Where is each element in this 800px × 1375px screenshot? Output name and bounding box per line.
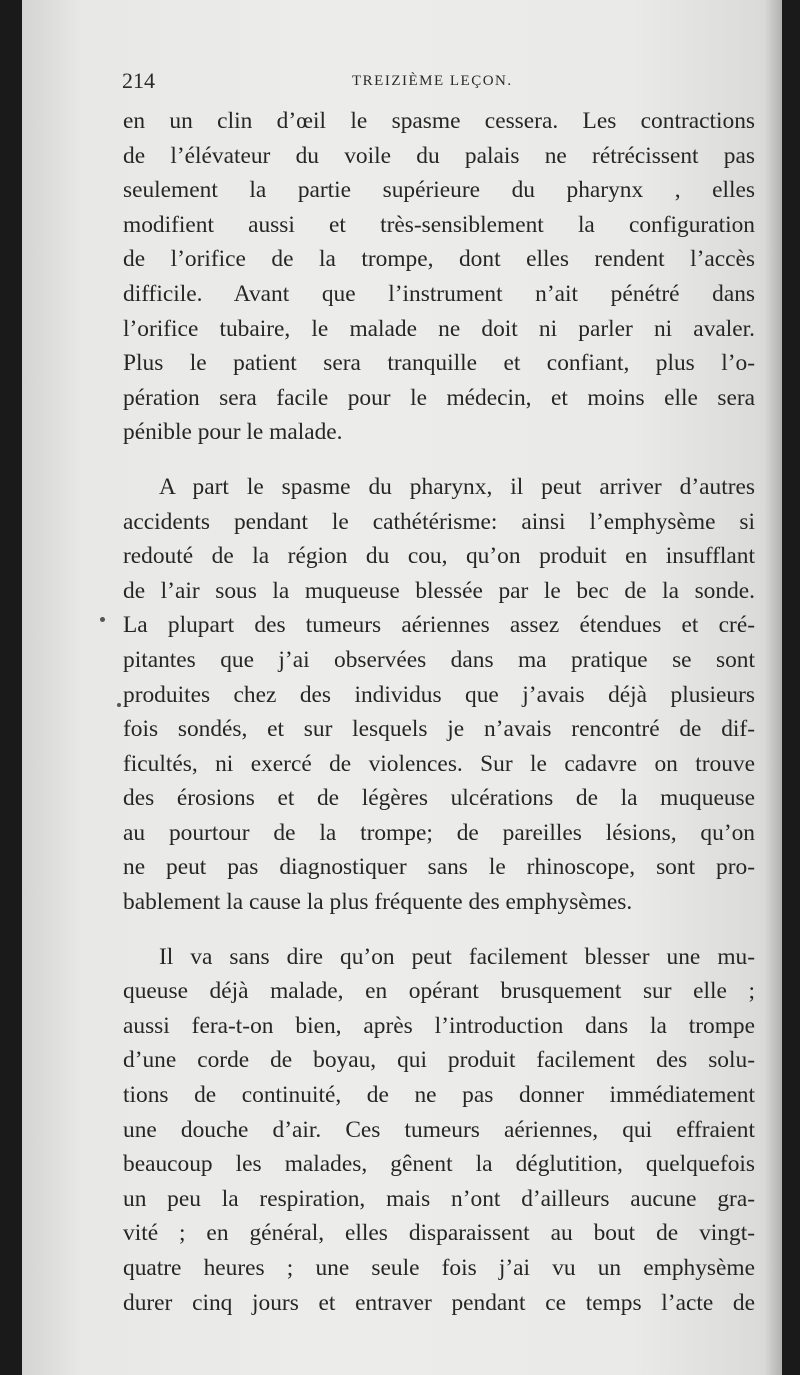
text-line: des érosions et de légères ulcérations de la muqueuse <box>123 785 755 812</box>
text-line: aussi fera-t-on bien, après l’introduction dans la trompe <box>123 1012 755 1039</box>
text-line: un peu la respiration, mais n’ont d’ailleurs aucune gra- <box>123 1185 755 1212</box>
text-line: difficile. Avant que l’instrument n’ait pénétré dans <box>123 280 755 307</box>
ink-speck <box>117 703 121 707</box>
text-line: Plus le patient sera tranquille et confiant, plus l’o- <box>123 350 755 377</box>
text-line: pération sera facile pour le médecin, et moins elle sera <box>123 384 755 411</box>
text-line: queuse déjà malade, en opérant brusquement sur elle ; <box>123 978 755 1005</box>
text-line: tions de continuité, de ne pas donner immédiatement <box>123 1082 755 1109</box>
text-line: au pourtour de la trompe; de pareilles lésions, qu’on <box>123 819 755 846</box>
text-line: accidents pendant le cathétérisme: ainsi l’emphysème si <box>123 508 755 535</box>
text-line: A part le spasme du pharynx, il peut arriver d’autres <box>159 473 755 500</box>
text-line: quatre heures ; une seule fois j’ai vu un emphysème <box>123 1255 755 1281</box>
running-title: TREIZIÈME LEÇON. <box>352 73 513 89</box>
text-line: ficultés, ni exercé de violences. Sur le cadavre on trouve <box>123 750 755 777</box>
page-number: 214 <box>122 68 155 93</box>
text-line: d’une corde de boyau, qui produit facilement des solu- <box>123 1047 755 1074</box>
text-line: beaucoup les malades, gênent la déglutition, quelquefois <box>123 1151 755 1178</box>
text-line: de l’air sous la muqueuse blessée par le bec de la sonde. <box>123 577 755 604</box>
text-line: redouté de la région du cou, qu’on produit en insufflant <box>123 543 755 570</box>
text-line: pénible pour le malade. <box>123 419 343 446</box>
text-line: produites chez des individus que j’avais déjà plusieurs <box>123 681 755 708</box>
text-line: pitantes que j’ai observées dans ma pratique se sont <box>123 646 755 673</box>
paragraph <box>123 104 755 450</box>
text-line: seulement la partie supérieure du pharynx , elles <box>123 177 755 204</box>
text-line: l’orifice tubaire, le malade ne doit ni parler ni avaler. <box>123 315 755 342</box>
text-line: vité ; en général, elles disparaissent au bout de vingt- <box>123 1220 755 1247</box>
text-line: ne peut pas diagnostiquer sans le rhinoscope, sont pro- <box>123 854 755 881</box>
text-line: La plupart des tumeurs aériennes assez étendues et cré- <box>123 612 755 639</box>
paragraph <box>123 940 755 1321</box>
text-line: modifient aussi et très-sensiblement la configuration <box>123 211 755 238</box>
page-header <box>122 66 762 96</box>
text-line: une douche d’air. Ces tumeurs aériennes, qui effraient <box>123 1116 755 1143</box>
ink-speck <box>100 617 105 622</box>
paragraph <box>123 470 755 920</box>
book-page <box>22 0 782 1375</box>
text-line: bablement la cause la plus fréquente des emphysèmes. <box>123 889 633 916</box>
text-line: durer cinq jours et entraver pendant ce temps l’acte de <box>123 1289 755 1316</box>
text-line: de l’orifice de la trompe, dont elles rendent l’accès <box>123 246 755 273</box>
text-line: fois sondés, et sur lesquels je n’avais rencontré de dif- <box>123 716 755 743</box>
text-line: Il va sans dire qu’on peut facilement blesser une mu- <box>159 943 755 970</box>
text-line: de l’élévateur du voile du palais ne rétrécissent pas <box>123 142 755 169</box>
body-text <box>123 104 755 1320</box>
text-line: en un clin d’œil le spasme cessera. Les contractions <box>123 108 755 134</box>
